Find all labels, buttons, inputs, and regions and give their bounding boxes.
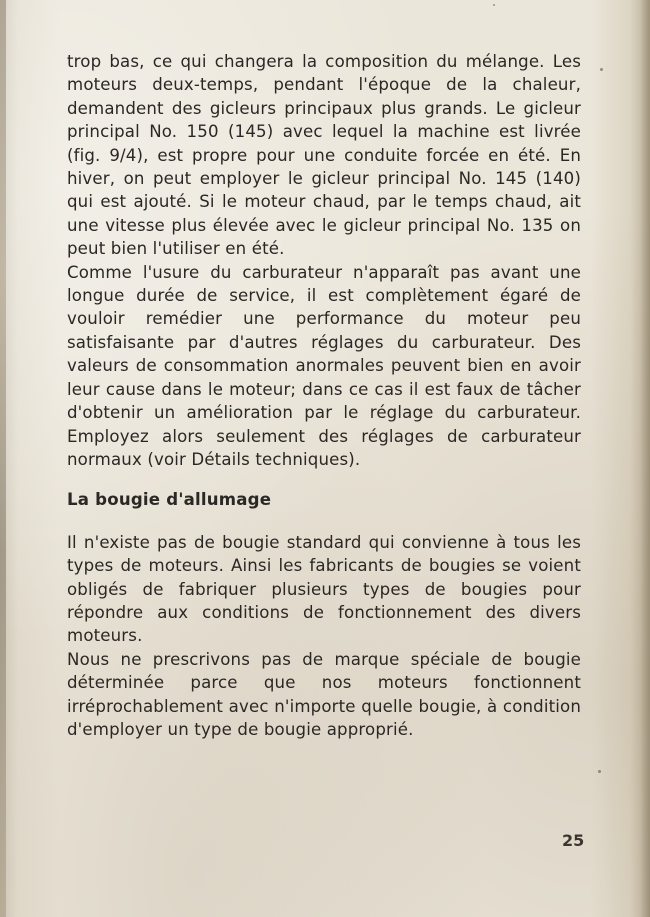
- section-heading-spark-plug: La bougie d'allumage: [67, 490, 272, 510]
- section-spark-plug-text: [67, 531, 581, 742]
- paragraph-standard-plug: Il n'existe pas de bougie standard qui convienne à tous les types de moteurs. Ainsi les fabricants de bougies se voient obligés de fabriquer plusieurs types de bougies pour répondre aux conditions de fonctionnement des divers moteurs.: [67, 532, 581, 646]
- paragraph-plug-brand: Nous ne prescrivons pas de marque spéciale de bougie déterminée parce que nos moteurs fonctionnent irréprochablement avec n'importe quelle bougie, à condition d'employer un type de bougie approprié.: [67, 649, 581, 739]
- page-left-edge: [0, 0, 6, 917]
- paper-speck: [598, 770, 601, 773]
- page-right-edge: [640, 0, 650, 917]
- paragraph-carburetor-wear: Comme l'usure du carburateur n'apparaît pas avant une longue durée de service, il est complètement égaré de vouloir remédier une performance du moteur peu satisfaisante par d'autres réglages du carburateur. Des valeurs de consommation anormales peuvent bien en avoir leur cause dans le moteur; dans ce cas il est faux de tâcher d'obtenir un amélioration par le réglage du carburateur. Employez alors seulement des réglages de carburateur normaux (voir Détails techniques).: [67, 262, 581, 469]
- paragraph-jets: trop bas, ce qui changera la composition du mélange. Les moteurs deux-temps, pendant l'époque de la chaleur, demandent des gicleurs principaux plus grands. Le gicleur principal No. 150 (145) avec lequel la machine est livrée (fig. 9/4), est propre pour une conduite forcée en été. En hiver, on peut employer le gicleur principal No. 145 (140) qui est ajouté. Si le moteur chaud, par le temps chaud, ait une vitesse plus élevée avec le gicleur principal No. 135 on peut bien l'utiliser en été.: [67, 52, 581, 259]
- section-carburetor-text: [67, 50, 581, 471]
- page-body: [67, 50, 581, 741]
- page-number: 25: [562, 831, 585, 850]
- paper-speck: [493, 4, 495, 6]
- paper-speck: [600, 68, 603, 71]
